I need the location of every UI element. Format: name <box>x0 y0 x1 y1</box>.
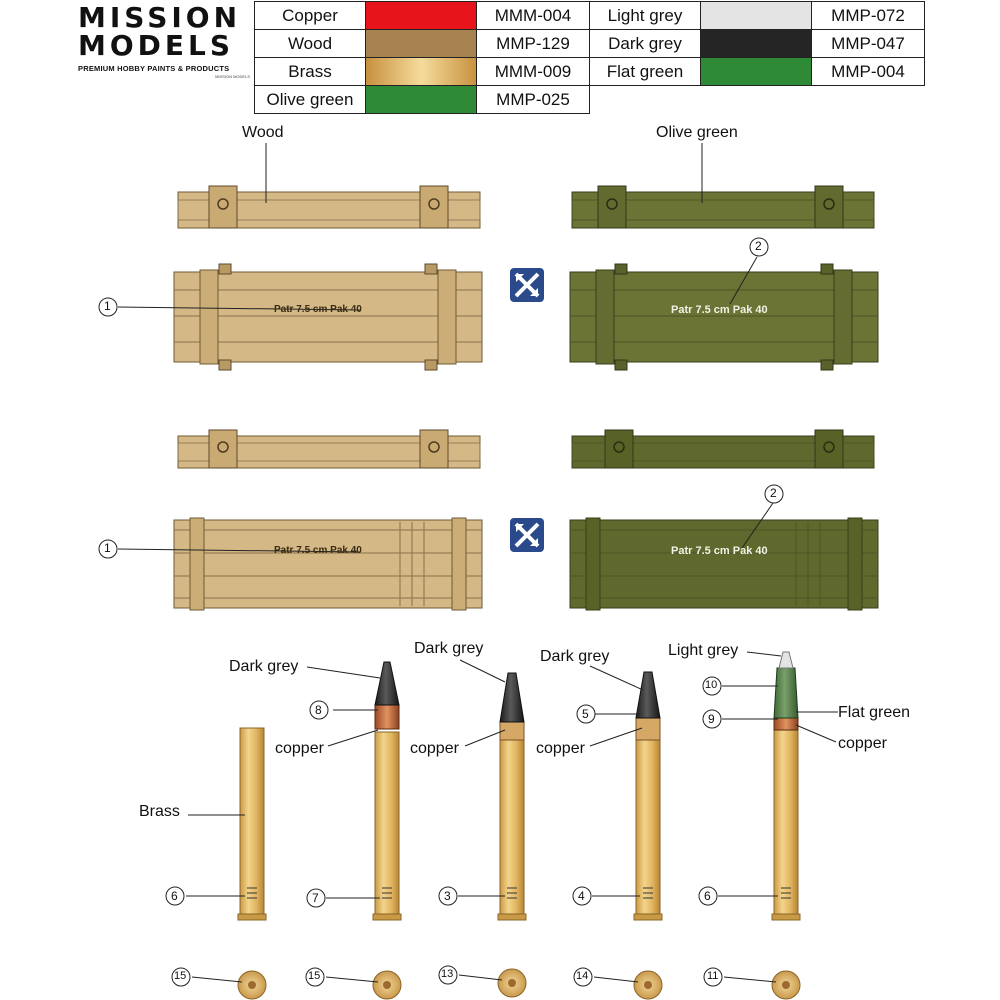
ap-round-5 <box>634 672 662 920</box>
mirror-symmetry-icon <box>510 268 544 302</box>
case-base <box>373 971 401 999</box>
legend-name: Copper <box>255 2 366 30</box>
case-base <box>772 971 800 999</box>
brand-line2: MODELS <box>78 29 235 62</box>
brand-trademark: MISSION MODELS <box>215 74 250 79</box>
legend-name: Dark grey <box>590 30 701 58</box>
crate-stencil: Patr 7.5 cm Pak 40 <box>671 304 768 316</box>
brass-label: Brass <box>139 803 180 820</box>
part-number: 2 <box>755 239 762 253</box>
part-number: 6 <box>704 889 711 903</box>
copper-label: copper <box>410 740 459 757</box>
wood-crate-side-1 <box>174 264 482 370</box>
brass-case <box>238 728 266 920</box>
legend-name: Olive green <box>255 86 366 114</box>
mirror-symmetry-icon <box>510 518 544 552</box>
crate-stencil: Patr 7.5 cm Pak 40 <box>671 545 768 557</box>
part-number: 1 <box>104 299 111 313</box>
part-number: 13 <box>441 968 454 980</box>
copper-label: copper <box>275 740 324 757</box>
flat-green-label: Flat green <box>838 704 911 721</box>
legend-name: Wood <box>255 30 366 58</box>
legend-name: Light grey <box>590 2 701 30</box>
legend-code: MMM-004 <box>477 2 590 30</box>
legend-code: MMP-129 <box>477 30 590 58</box>
legend-name: Flat green <box>590 58 701 86</box>
copper-label: copper <box>838 735 887 752</box>
part-number: 14 <box>576 970 589 982</box>
part-number: 3 <box>444 889 451 903</box>
legend-code: MMP-004 <box>812 58 925 86</box>
wood-crate-lid-1 <box>178 186 480 228</box>
part-number: 2 <box>770 486 777 500</box>
copper-label: copper <box>536 740 585 757</box>
olive-crate-side-1 <box>570 264 878 370</box>
light-grey-label: Light grey <box>668 642 739 659</box>
part-number: 9 <box>708 712 715 726</box>
part-number: 15 <box>174 970 187 982</box>
legend-name: Brass <box>255 58 366 86</box>
ap-round-8 <box>373 662 401 920</box>
brand-line1: MISSION <box>78 1 242 34</box>
dark-grey-label: Dark grey <box>540 648 610 665</box>
legend-code: MMP-047 <box>812 30 925 58</box>
dark-grey-label: Dark grey <box>414 640 484 657</box>
part-number: 8 <box>315 703 322 717</box>
case-base <box>498 969 526 997</box>
part-number: 6 <box>171 889 178 903</box>
legend-code: MMM-009 <box>477 58 590 86</box>
dark-grey-label: Dark grey <box>229 658 299 675</box>
crate-stencil: Patr 7.5 cm Pak 40 <box>274 304 362 315</box>
part-number: 15 <box>308 970 321 982</box>
olive-crate-lid-2 <box>572 430 874 468</box>
brand-tagline: PREMIUM HOBBY PAINTS & PRODUCTS <box>78 64 230 73</box>
legend-code: MMP-025 <box>477 86 590 114</box>
part-number: 4 <box>578 889 585 903</box>
part-number: 5 <box>582 707 589 721</box>
legend-code: MMP-072 <box>812 2 925 30</box>
case-base <box>634 971 662 999</box>
olive-green-label: Olive green <box>656 124 738 141</box>
olive-crate-side-2 <box>570 518 878 610</box>
wood-label: Wood <box>242 124 284 141</box>
crate-stencil: Patr 7.5 cm Pak 40 <box>274 545 362 556</box>
part-number: 11 <box>707 970 719 982</box>
wood-crate-side-2 <box>174 518 482 610</box>
ap-round-3 <box>498 673 526 920</box>
case-base <box>238 971 266 999</box>
part-number: 7 <box>312 891 319 905</box>
part-number: 1 <box>104 541 111 555</box>
he-round-10 <box>772 652 800 920</box>
olive-crate-lid-1 <box>572 186 874 228</box>
wood-crate-lid-2 <box>178 430 480 468</box>
part-number: 10 <box>705 679 718 691</box>
